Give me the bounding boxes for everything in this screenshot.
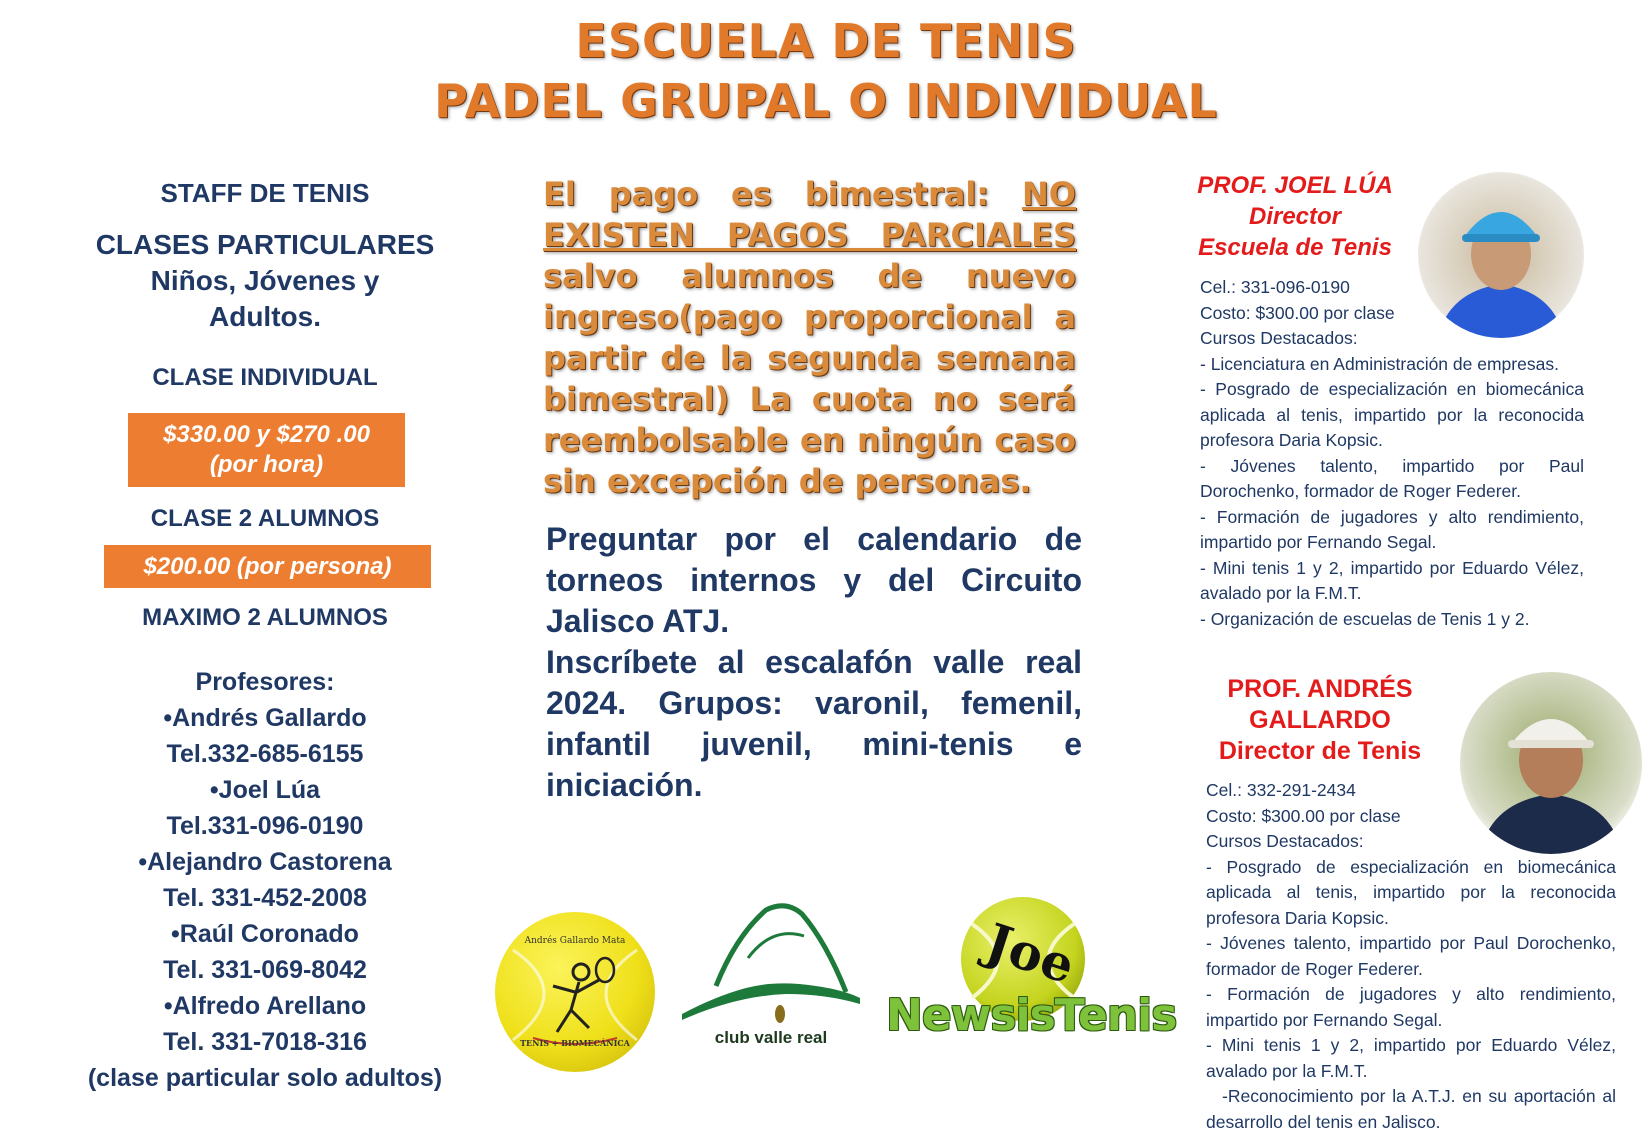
profesor-joel: •Joel Lúa bbox=[209, 776, 321, 804]
profesor-raul: •Raúl Coronado bbox=[171, 920, 359, 948]
max-students-note: MAXIMO 2 ALUMNOS bbox=[142, 604, 388, 631]
profesor-note: (clase particular solo adultos) bbox=[87, 1064, 443, 1092]
list-item: - Posgrado de especialización en biomecánica aplicada al tenis, impartido por la reconocida profesora Daria Kopsic. bbox=[1206, 856, 1616, 928]
staff-heading: STAFF DE TENIS bbox=[160, 178, 370, 208]
tournament-info bbox=[546, 519, 1082, 806]
list-item: - Formación de jugadores y alto rendimiento, impartido por Fernando Segal. bbox=[1206, 984, 1616, 1030]
andres-logo-subtext: TENIS + BIOMECÁNICA bbox=[520, 1038, 630, 1048]
newsistenis-text: NewsisTenis bbox=[886, 990, 1177, 1041]
profesor-andres: •Andrés Gallardo bbox=[163, 704, 367, 732]
andres-gallardo-logo bbox=[493, 910, 657, 1074]
profesor-alejandro-tel: Tel. 331-452-2008 bbox=[163, 884, 367, 912]
profesor-joel-tel: Tel.331-096-0190 bbox=[166, 812, 364, 840]
payment-notice-part2: salvo alumnos de nuevo ingreso(pago proporcional a partir de la segunda semana bimestral) La cuota no será reembolsable en ningún caso sin excepción de personas. bbox=[543, 257, 1076, 500]
clases-heading: CLASES PARTICULARES bbox=[95, 229, 435, 260]
list-item: - Licenciatura en Administración de empresas. bbox=[1200, 353, 1559, 374]
profesores-label: Profesores: bbox=[195, 668, 335, 696]
prof-andres-cursos-label: Cursos Destacados: bbox=[1206, 831, 1364, 851]
club-valle-real-logo bbox=[676, 896, 866, 1056]
profesor-andres-tel: Tel.332-685-6155 bbox=[166, 740, 364, 768]
list-item: - Formación de jugadores y alto rendimiento, impartido por Fernando Segal. bbox=[1200, 506, 1584, 552]
two-students-heading: CLASE 2 ALUMNOS bbox=[150, 505, 380, 532]
profesor-alejandro: •Alejandro Castorena bbox=[138, 848, 392, 876]
prof-joel-cursos-list bbox=[1200, 352, 1584, 633]
prof-andres-role: Director de Tenis bbox=[1218, 737, 1422, 765]
joe-text: Joe bbox=[979, 911, 1082, 996]
tournament-calendar-text: Preguntar por el calendario de torneos internos y del Circuito Jalisco ATJ. bbox=[546, 521, 1082, 639]
profesor-alfredo-tel: Tel. 331-7018-316 bbox=[163, 1028, 367, 1056]
list-item: - Jóvenes talento, impartido por Paul Dorochenko, formador de Roger Federer. bbox=[1206, 933, 1616, 979]
list-item: - Mini tenis 1 y 2, impartido por Eduardo Vélez, avalado por la F.M.T. bbox=[1206, 1035, 1616, 1081]
audience-line1: Niños, Jóvenes y bbox=[150, 265, 380, 296]
prof-andres-name1: PROF. ANDRÉS bbox=[1227, 675, 1413, 703]
profesores-list bbox=[55, 700, 475, 1096]
individual-price-unit: (por hora) bbox=[209, 451, 324, 478]
andres-logo-text: Andrés Gallardo Mata bbox=[524, 936, 626, 946]
prof-andres-details bbox=[1206, 778, 1616, 1135]
list-item: - Jóvenes talento, impartido por Paul Dorochenko, formador de Roger Federer. bbox=[1200, 455, 1584, 501]
newsistenis-logo bbox=[886, 894, 1196, 1044]
two-students-price-box: $200.00 (por persona) bbox=[104, 545, 431, 588]
prof-joel-role1: Director bbox=[1248, 203, 1342, 230]
audience-line2: Adultos. bbox=[209, 301, 321, 332]
prof-andres-name2: GALLARDO bbox=[1249, 706, 1391, 734]
list-item: - Organización de escuelas de Tenis 1 y 2. bbox=[1200, 608, 1530, 629]
club-name: club valle real bbox=[714, 1028, 828, 1047]
prof-joel-name: PROF. JOEL LÚA bbox=[1197, 172, 1393, 199]
individual-price-box bbox=[128, 413, 405, 487]
prof-andres-cursos-list bbox=[1206, 855, 1616, 1136]
main-title-line1: ESCUELA DE TENIS bbox=[575, 14, 1077, 68]
tennis-ball-logo-icon bbox=[493, 910, 657, 1074]
main-title-line2: PADEL GRUPAL O INDIVIDUAL bbox=[434, 74, 1218, 128]
list-item: - Posgrado de especialización en biomecánica aplicada al tenis, impartido por la reconocida profesora Daria Kopsic. bbox=[1200, 379, 1584, 450]
prof-joel-role2: Escuela de Tenis bbox=[1198, 234, 1392, 261]
payment-notice bbox=[543, 174, 1076, 502]
list-item: - Mini tenis 1 y 2, impartido por Eduardo Vélez, avalado por la F.M.T. bbox=[1200, 557, 1584, 603]
payment-notice-underlined: NO EXISTEN PAGOS PARCIALES bbox=[543, 175, 1076, 254]
prof-joel-details bbox=[1200, 275, 1584, 632]
prof-joel-costo: Costo: $300.00 por clase bbox=[1200, 302, 1395, 323]
prof-andres-cel: Cel.: 332-291-2434 bbox=[1206, 780, 1356, 800]
ranking-signup-text: Inscríbete al escalafón valle real 2024. Grupos: varonil, femenil, infantil juvenil, mini-tenis e iniciación. bbox=[546, 644, 1082, 803]
prof-joel-cel: Cel.: 331-096-0190 bbox=[1200, 277, 1350, 297]
payment-notice-part1: El pago es bimestral: bbox=[543, 175, 1023, 213]
profesor-raul-tel: Tel. 331-069-8042 bbox=[163, 956, 367, 984]
prof-andres-costo: Costo: $300.00 por clase bbox=[1206, 805, 1401, 826]
individual-price: $330.00 y $270 .00 bbox=[163, 421, 370, 448]
club-hill-logo-icon bbox=[676, 896, 866, 1026]
prof-joel-cursos-label: Cursos Destacados: bbox=[1200, 328, 1358, 348]
list-item: -Reconocimiento por la A.T.J. en su aportación al desarrollo del tenis en Jalisco. bbox=[1206, 1086, 1616, 1132]
profesor-alfredo: •Alfredo Arellano bbox=[163, 992, 367, 1020]
individual-heading: CLASE INDIVIDUAL bbox=[152, 364, 378, 391]
